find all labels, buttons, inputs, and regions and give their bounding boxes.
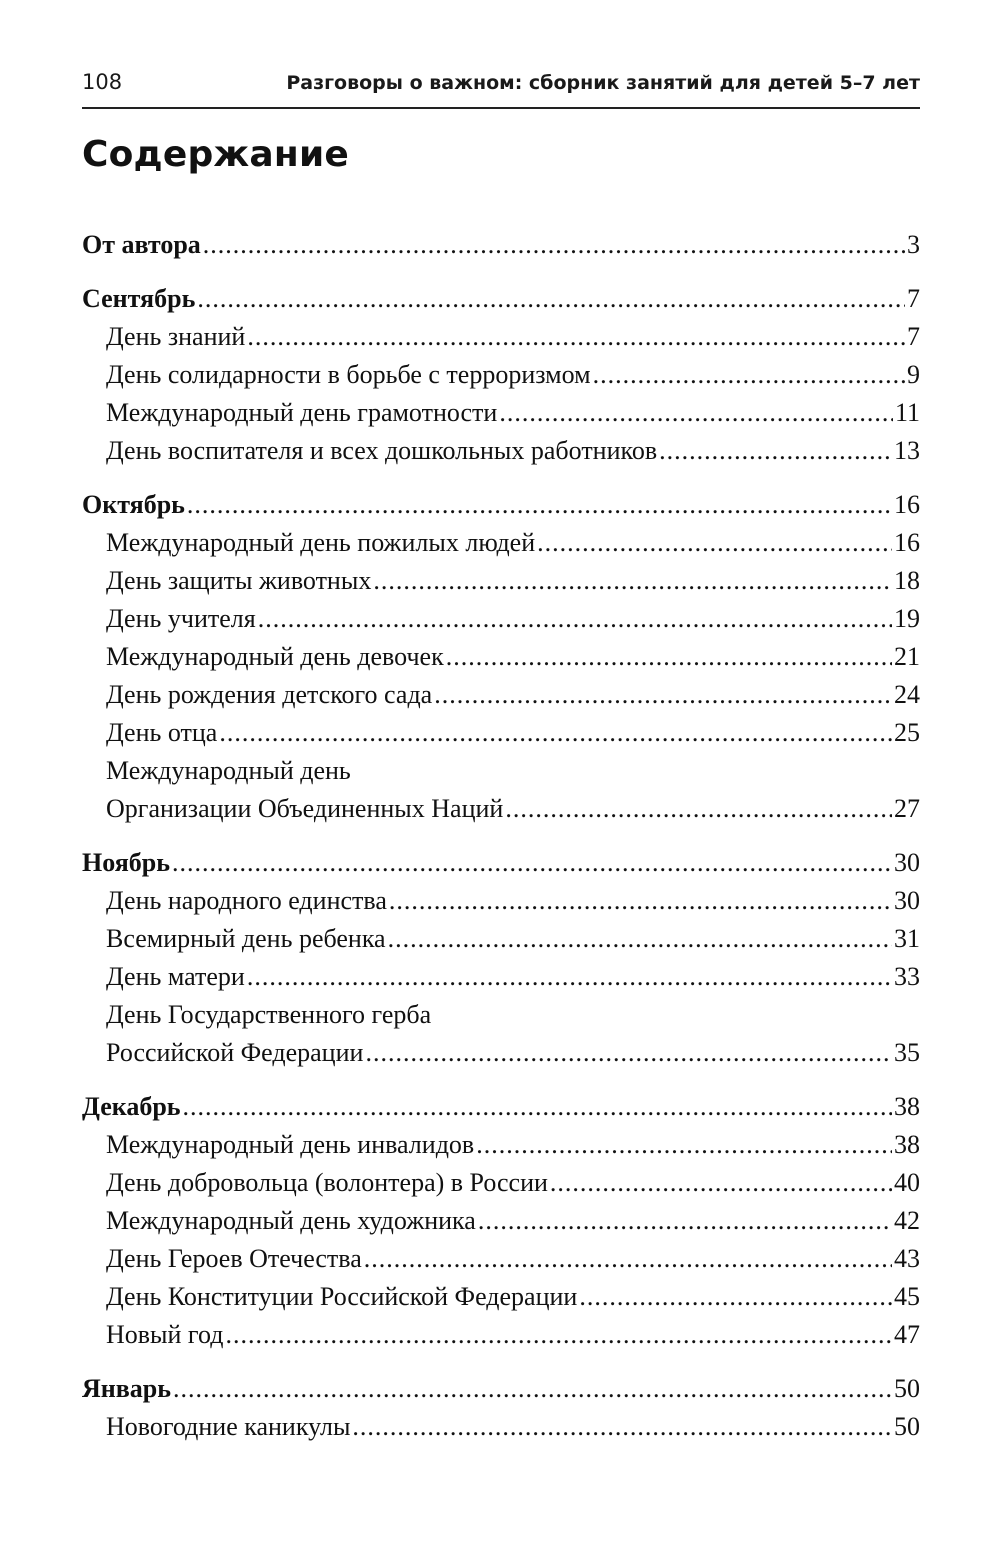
toc-page-number: 45 <box>894 1282 920 1311</box>
toc-subentry[interactable] <box>82 996 920 1034</box>
toc-entry-label: Новогодние каникулы <box>106 1412 351 1441</box>
toc-page-number: 16 <box>894 528 920 557</box>
toc-page-number: 38 <box>894 1130 920 1159</box>
toc-entry-label: Январь <box>82 1374 172 1403</box>
toc-entry-label: Международный день грамотности <box>106 398 498 427</box>
toc-page-number: 24 <box>894 680 920 709</box>
dot-leader <box>258 600 892 638</box>
toc-page-number: 25 <box>894 718 920 747</box>
dot-leader <box>219 714 892 752</box>
dot-leader <box>579 1278 892 1316</box>
toc-subentry[interactable] <box>82 1408 920 1446</box>
toc-page-number: 7 <box>907 322 920 351</box>
toc-section-entry[interactable] <box>82 226 920 264</box>
toc-page-number: 19 <box>894 604 920 633</box>
toc-subentry[interactable] <box>82 318 920 356</box>
dot-leader <box>593 356 905 394</box>
toc-subentry[interactable] <box>82 958 920 996</box>
toc-page-number: 16 <box>894 490 920 519</box>
dot-leader <box>505 790 892 828</box>
toc-subentry[interactable] <box>82 752 920 790</box>
dot-leader <box>499 394 893 432</box>
toc-subentry[interactable] <box>82 524 920 562</box>
dot-leader <box>389 882 892 920</box>
table-of-contents <box>82 226 920 1446</box>
dot-leader <box>365 1034 892 1072</box>
section-gap <box>82 470 920 486</box>
toc-page-number: 35 <box>894 1038 920 1067</box>
toc-section-entry[interactable] <box>82 844 920 882</box>
toc-entry-label: Сентябрь <box>82 284 196 313</box>
toc-entry-label: Международный день девочек <box>106 642 444 671</box>
toc-entry-label: Международный день <box>106 756 351 785</box>
toc-entry-label: От автора <box>82 230 201 259</box>
toc-subentry[interactable] <box>82 714 920 752</box>
toc-page-number: 7 <box>907 284 920 313</box>
toc-page-number: 50 <box>894 1374 920 1403</box>
dot-leader <box>659 432 892 470</box>
toc-subentry[interactable] <box>82 920 920 958</box>
toc-entry-label: День солидарности в борьбе с терроризмом <box>106 360 591 389</box>
toc-entry-label: Октябрь <box>82 490 185 519</box>
dot-leader <box>173 1370 892 1408</box>
toc-entry-label: День матери <box>106 962 245 991</box>
book-title: Разговоры о важном: сборник занятий для детей 5–7 лет <box>286 72 920 94</box>
toc-entry-label: День Государственного герба <box>106 1000 432 1029</box>
toc-page-number: 13 <box>894 436 920 465</box>
toc-entry-label: День Героев Отечества <box>106 1244 362 1273</box>
toc-entry-label: Российской Федерации <box>106 1038 364 1067</box>
dot-leader <box>187 486 892 524</box>
toc-entry-label: Международный день пожилых людей <box>106 528 536 557</box>
toc-entry-label: День воспитателя и всех дошкольных работников <box>106 436 658 465</box>
toc-subentry[interactable] <box>82 882 920 920</box>
toc-page-number: 50 <box>894 1412 920 1441</box>
toc-page-number: 31 <box>894 924 920 953</box>
toc-entry-label: День знаний <box>106 322 246 351</box>
toc-entry-label: День защиты животных <box>106 566 372 595</box>
dot-leader <box>478 1202 892 1240</box>
dot-leader <box>388 920 892 958</box>
section-gap <box>82 264 920 280</box>
dot-leader <box>446 638 892 676</box>
toc-section-entry[interactable] <box>82 486 920 524</box>
dot-leader <box>364 1240 892 1278</box>
page-number: 108 <box>82 70 123 94</box>
dot-leader <box>373 562 892 600</box>
toc-page-number: 38 <box>894 1092 920 1121</box>
dot-leader <box>183 1088 892 1126</box>
toc-entry-label: День рождения детского сада <box>106 680 433 709</box>
section-gap <box>82 828 920 844</box>
toc-entry-label: День Конституции Российской Федерации <box>106 1282 578 1311</box>
dot-leader <box>225 1316 892 1354</box>
dot-leader <box>434 676 892 714</box>
toc-subentry[interactable] <box>82 1278 920 1316</box>
toc-page-number: 43 <box>894 1244 920 1273</box>
toc-entry-label: Международный день инвалидов <box>106 1130 475 1159</box>
dot-leader <box>197 280 905 318</box>
toc-page-number: 11 <box>894 398 920 427</box>
dot-leader <box>203 226 905 264</box>
running-header <box>82 70 920 106</box>
dot-leader <box>247 318 905 356</box>
toc-subentry[interactable] <box>82 356 920 394</box>
dot-leader <box>537 524 892 562</box>
toc-page-number: 47 <box>894 1320 920 1349</box>
dot-leader <box>247 958 892 996</box>
toc-page-number: 3 <box>907 230 920 259</box>
toc-page-number: 42 <box>894 1206 920 1235</box>
page-title: Содержание <box>82 134 350 175</box>
toc-subentry[interactable] <box>82 394 920 432</box>
toc-entry-label: День учителя <box>106 604 256 633</box>
section-gap <box>82 1072 920 1088</box>
toc-entry-label: Международный день художника <box>106 1206 476 1235</box>
toc-page-number: 18 <box>894 566 920 595</box>
toc-subentry[interactable] <box>82 600 920 638</box>
toc-subentry[interactable] <box>82 1316 920 1354</box>
toc-section-entry[interactable] <box>82 1088 920 1126</box>
toc-subentry[interactable] <box>82 1202 920 1240</box>
toc-subentry[interactable] <box>82 638 920 676</box>
toc-page-number: 30 <box>894 886 920 915</box>
toc-entry-label: Организации Объединенных Наций <box>106 794 504 823</box>
toc-subentry[interactable] <box>82 1034 920 1072</box>
toc-subentry[interactable] <box>82 432 920 470</box>
dot-leader <box>550 1164 892 1202</box>
toc-entry-label: День добровольца (волонтера) в России <box>106 1168 548 1197</box>
toc-section-entry[interactable] <box>82 280 920 318</box>
toc-entry-label: День отца <box>106 718 218 747</box>
toc-entry-label: Новый год <box>106 1320 224 1349</box>
toc-page-number: 33 <box>894 962 920 991</box>
toc-subentry[interactable] <box>82 1164 920 1202</box>
toc-subentry[interactable] <box>82 676 920 714</box>
toc-entry-label: День народного единства <box>106 886 387 915</box>
toc-page-number: 40 <box>894 1168 920 1197</box>
toc-page-number: 21 <box>894 642 920 671</box>
toc-page-number: 27 <box>894 794 920 823</box>
dot-leader <box>476 1126 892 1164</box>
toc-subentry[interactable] <box>82 562 920 600</box>
toc-entry-label: Декабрь <box>82 1092 181 1121</box>
dot-leader <box>352 1408 892 1446</box>
section-gap <box>82 1354 920 1370</box>
toc-entry-label: Всемирный день ребенка <box>106 924 386 953</box>
toc-subentry[interactable] <box>82 1126 920 1164</box>
toc-page-number: 9 <box>907 360 920 389</box>
header-rule <box>82 107 920 109</box>
toc-subentry[interactable] <box>82 790 920 828</box>
toc-section-entry[interactable] <box>82 1370 920 1408</box>
toc-subentry[interactable] <box>82 1240 920 1278</box>
toc-entry-label: Ноябрь <box>82 848 171 877</box>
dot-leader <box>172 844 892 882</box>
toc-page-number: 30 <box>894 848 920 877</box>
